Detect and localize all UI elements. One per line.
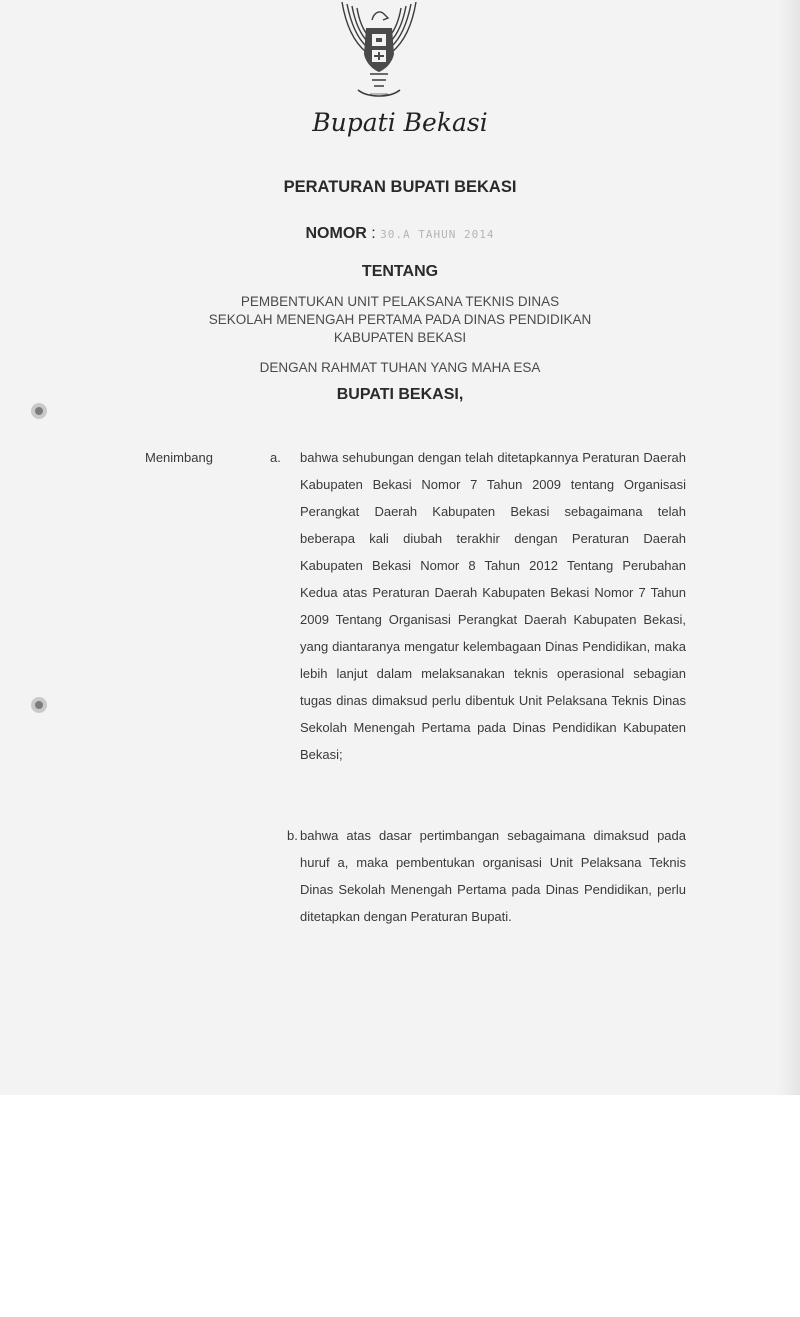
- subject-line: PEMBENTUKAN UNIT PELAKSANA TEKNIS DINAS: [240, 294, 560, 309]
- garuda-emblem-icon: [336, 0, 422, 104]
- issuer-line: BUPATI BEKASI,: [336, 386, 464, 403]
- number-value: 30.A TAHUN 2014: [380, 228, 495, 241]
- regulation-subject: [0, 293, 800, 347]
- blessing-line: DENGAN RAHMAT TUHAN YANG MAHA ESA: [259, 360, 541, 375]
- letterhead-title: Bupati Bekasi: [312, 108, 488, 137]
- consideration-text: bahwa atas dasar pertimbangan sebagaimana dimaksud pada huruf a, maka pembentukan organisasi Unit Pelaksana Teknis Dinas Sekolah Menengah Pertama pada Dinas Pendidikan, perlu ditetapkan dengan Peraturan Bupati.: [300, 828, 686, 924]
- tentang-heading: TENTANG: [361, 263, 439, 280]
- consideration-letter: b.: [287, 828, 298, 843]
- punch-hole: [31, 403, 47, 419]
- considerations-label: Menimbang: [145, 450, 213, 465]
- punch-hole: [31, 697, 47, 713]
- consideration-letter: a.: [270, 450, 281, 465]
- number-label: NOMOR: [305, 225, 367, 242]
- subject-line: KABUPATEN BEKASI: [333, 330, 467, 345]
- number-separator: :: [371, 225, 376, 242]
- page-shadow-edge: [778, 0, 800, 1095]
- consideration-text: bahwa sehubungan dengan telah ditetapkannya Peraturan Daerah Kabupaten Bekasi Nomor 7 Tahun 2009 tentang Organisasi Perangkat Daerah Kabupaten Bekasi sebagaimana telah beberapa kali diubah terakhir dengan Peraturan Daerah Kabupaten Bekasi Nomor 8 Tahun 2012 Tentang Perubahan Kedua atas Peraturan Daerah Kabupaten Bekasi Nomor 7 Tahun 2009 Tentang Organisasi Perangkat Daerah Kabupaten Bekasi, yang diantaranya mengatur kelembagaan Dinas Pendidikan, maka lebih lanjut dalam melaksanakan teknis operasional sebagian tugas dinas dimaksud perlu dibentuk Unit Pelaksana Teknis Dinas Sekolah Menengah Pertama pada Dinas Pendidikan Kabupaten Bekasi;: [300, 450, 686, 762]
- regulation-number: [0, 225, 800, 243]
- regulation-title: PERATURAN BUPATI BEKASI: [283, 178, 517, 196]
- subject-line: SEKOLAH MENENGAH PERTAMA PADA DINAS PENDIDIKAN: [208, 312, 592, 327]
